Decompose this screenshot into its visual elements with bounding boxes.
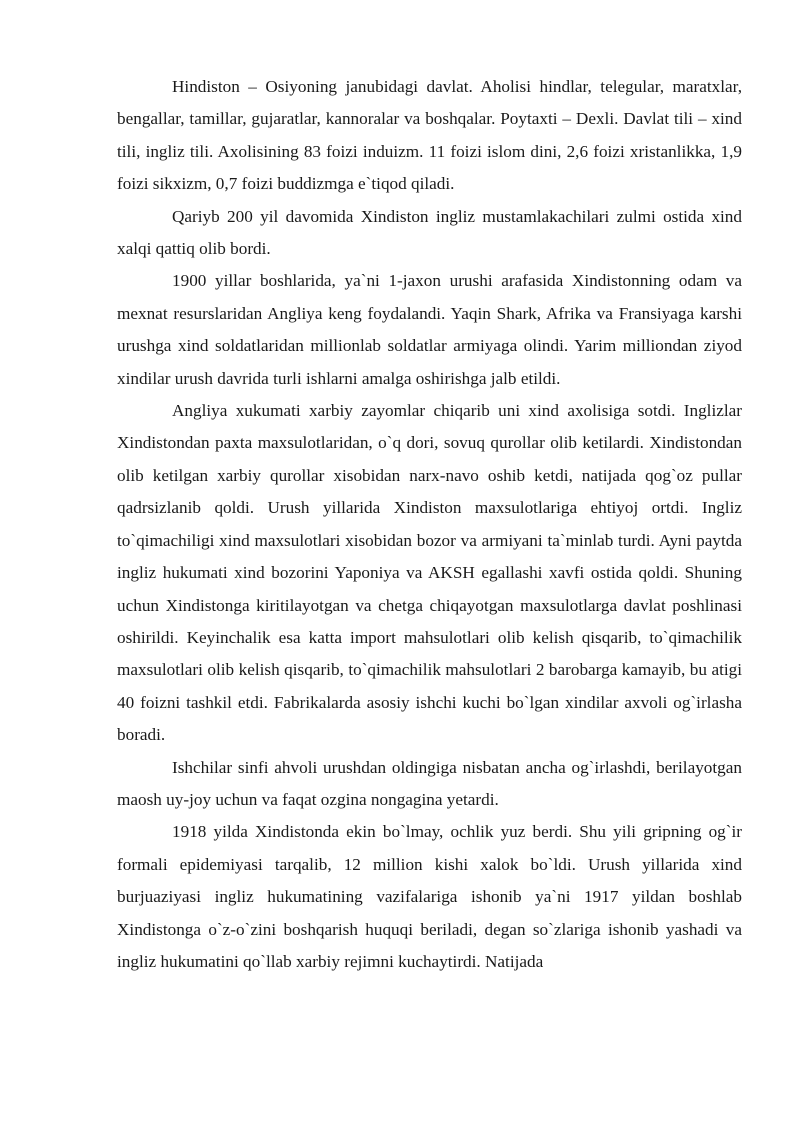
- paragraph-colonial-rule: Qariyb 200 yil davomida Xindiston ingliz mustamlakachilari zulmi ostida xind xalqi qattiq olib bordi.: [117, 206, 742, 259]
- document-body: [117, 71, 742, 978]
- paragraph-famine-1918: 1918 yilda Xindistonda ekin bo`lmay, ochlik yuz berdi. Shu yili gripning og`ir formali epidemiyasi tarqalib, 12 million kishi xalok bo`ldi. Urush yillarida xind burjuaziyasi ingliz hukumatining vazifalariga ishonib ya`ni 1917 yildan boshlab Xindistonga o`z-o`zini boshqarish huquqi beriladi, degan so`zlariga ishonib yashadi va ingliz hukumatini qo`llab xarbiy rejimni kuchaytirdi. Natijada: [117, 822, 742, 971]
- paragraph-world-war-resources: 1900 yillar boshlarida, ya`ni 1-jaxon urushi arafasida Xindistonning odam va mexnat resurslaridan Angliya keng foydalandi. Yaqin Shark, Afrika va Fransiyaga karshi urushga xind soldatlaridan millionlab soldatlar armiyaga olindi. Yarim milliondan ziyod xindilar urush davrida turli ishlarni amalga oshirishga jalb etildi.: [117, 271, 742, 388]
- paragraph-india-overview: Hindiston – Osiyoning janubidagi davlat. Aholisi hindlar, telegular, maratxlar, bengallar, tamillar, gujaratlar, kannoralar va boshqalar. Poytaxti – Dexli. Davlat tili – xind tili, ingliz tili. Axolisining 83 foizi induizm. 11 foizi islom dini, 2,6 foizi xristanlikka, 1,9 foizi sikxizm, 0,7 foizi buddizmga e`tiqod qiladi.: [117, 77, 742, 194]
- paragraph-workers-condition: Ishchilar sinfi ahvoli urushdan oldingiga nisbatan ancha og`irlashdi, berilayotgan maosh uy-joy uchun va faqat ozgina nongagina yetardi.: [117, 757, 742, 809]
- paragraph-war-economy: Angliya xukumati xarbiy zayomlar chiqarib uni xind axolisiga sotdi. Inglizlar Xindistondan paxta maxsulotlaridan, o`q dori, sovuq qurollar olib ketilardi. Xindistondan olib ketilgan xarbiy qurollar xisobidan narx-navo oshib ketdi, natijada qog`oz pullar qadrsizlanib qoldi. Urush yillarida Xindiston maxsulotlariga ehtiyoj ortdi. Ingliz to`qimachiligi xind maxsulotlari xisobidan bozor va armiyani ta`minlab turdi. Ayni paytda ingliz hukumati xind bozorini Yaponiya va AKSH egallashi xavfi ostida qoldi. Shuning uchun Xindistonga kiritilayotgan va chetga chiqayotgan maxsulotlarga davlat poshlinasi oshirildi. Keyinchalik esa katta import mahsulotlari olib kelish qisqarib, to`qimachilik maxsulotlari olib kelish qisqarib, to`qimachilik mahsulotlari 2 barobarga kamayib, bu atigi 40 foizni tashkil etdi. Fabrikalarda asosiy ishchi kuchi bo`lgan xindilar axvoli og`irlasha boradi.: [117, 401, 742, 745]
